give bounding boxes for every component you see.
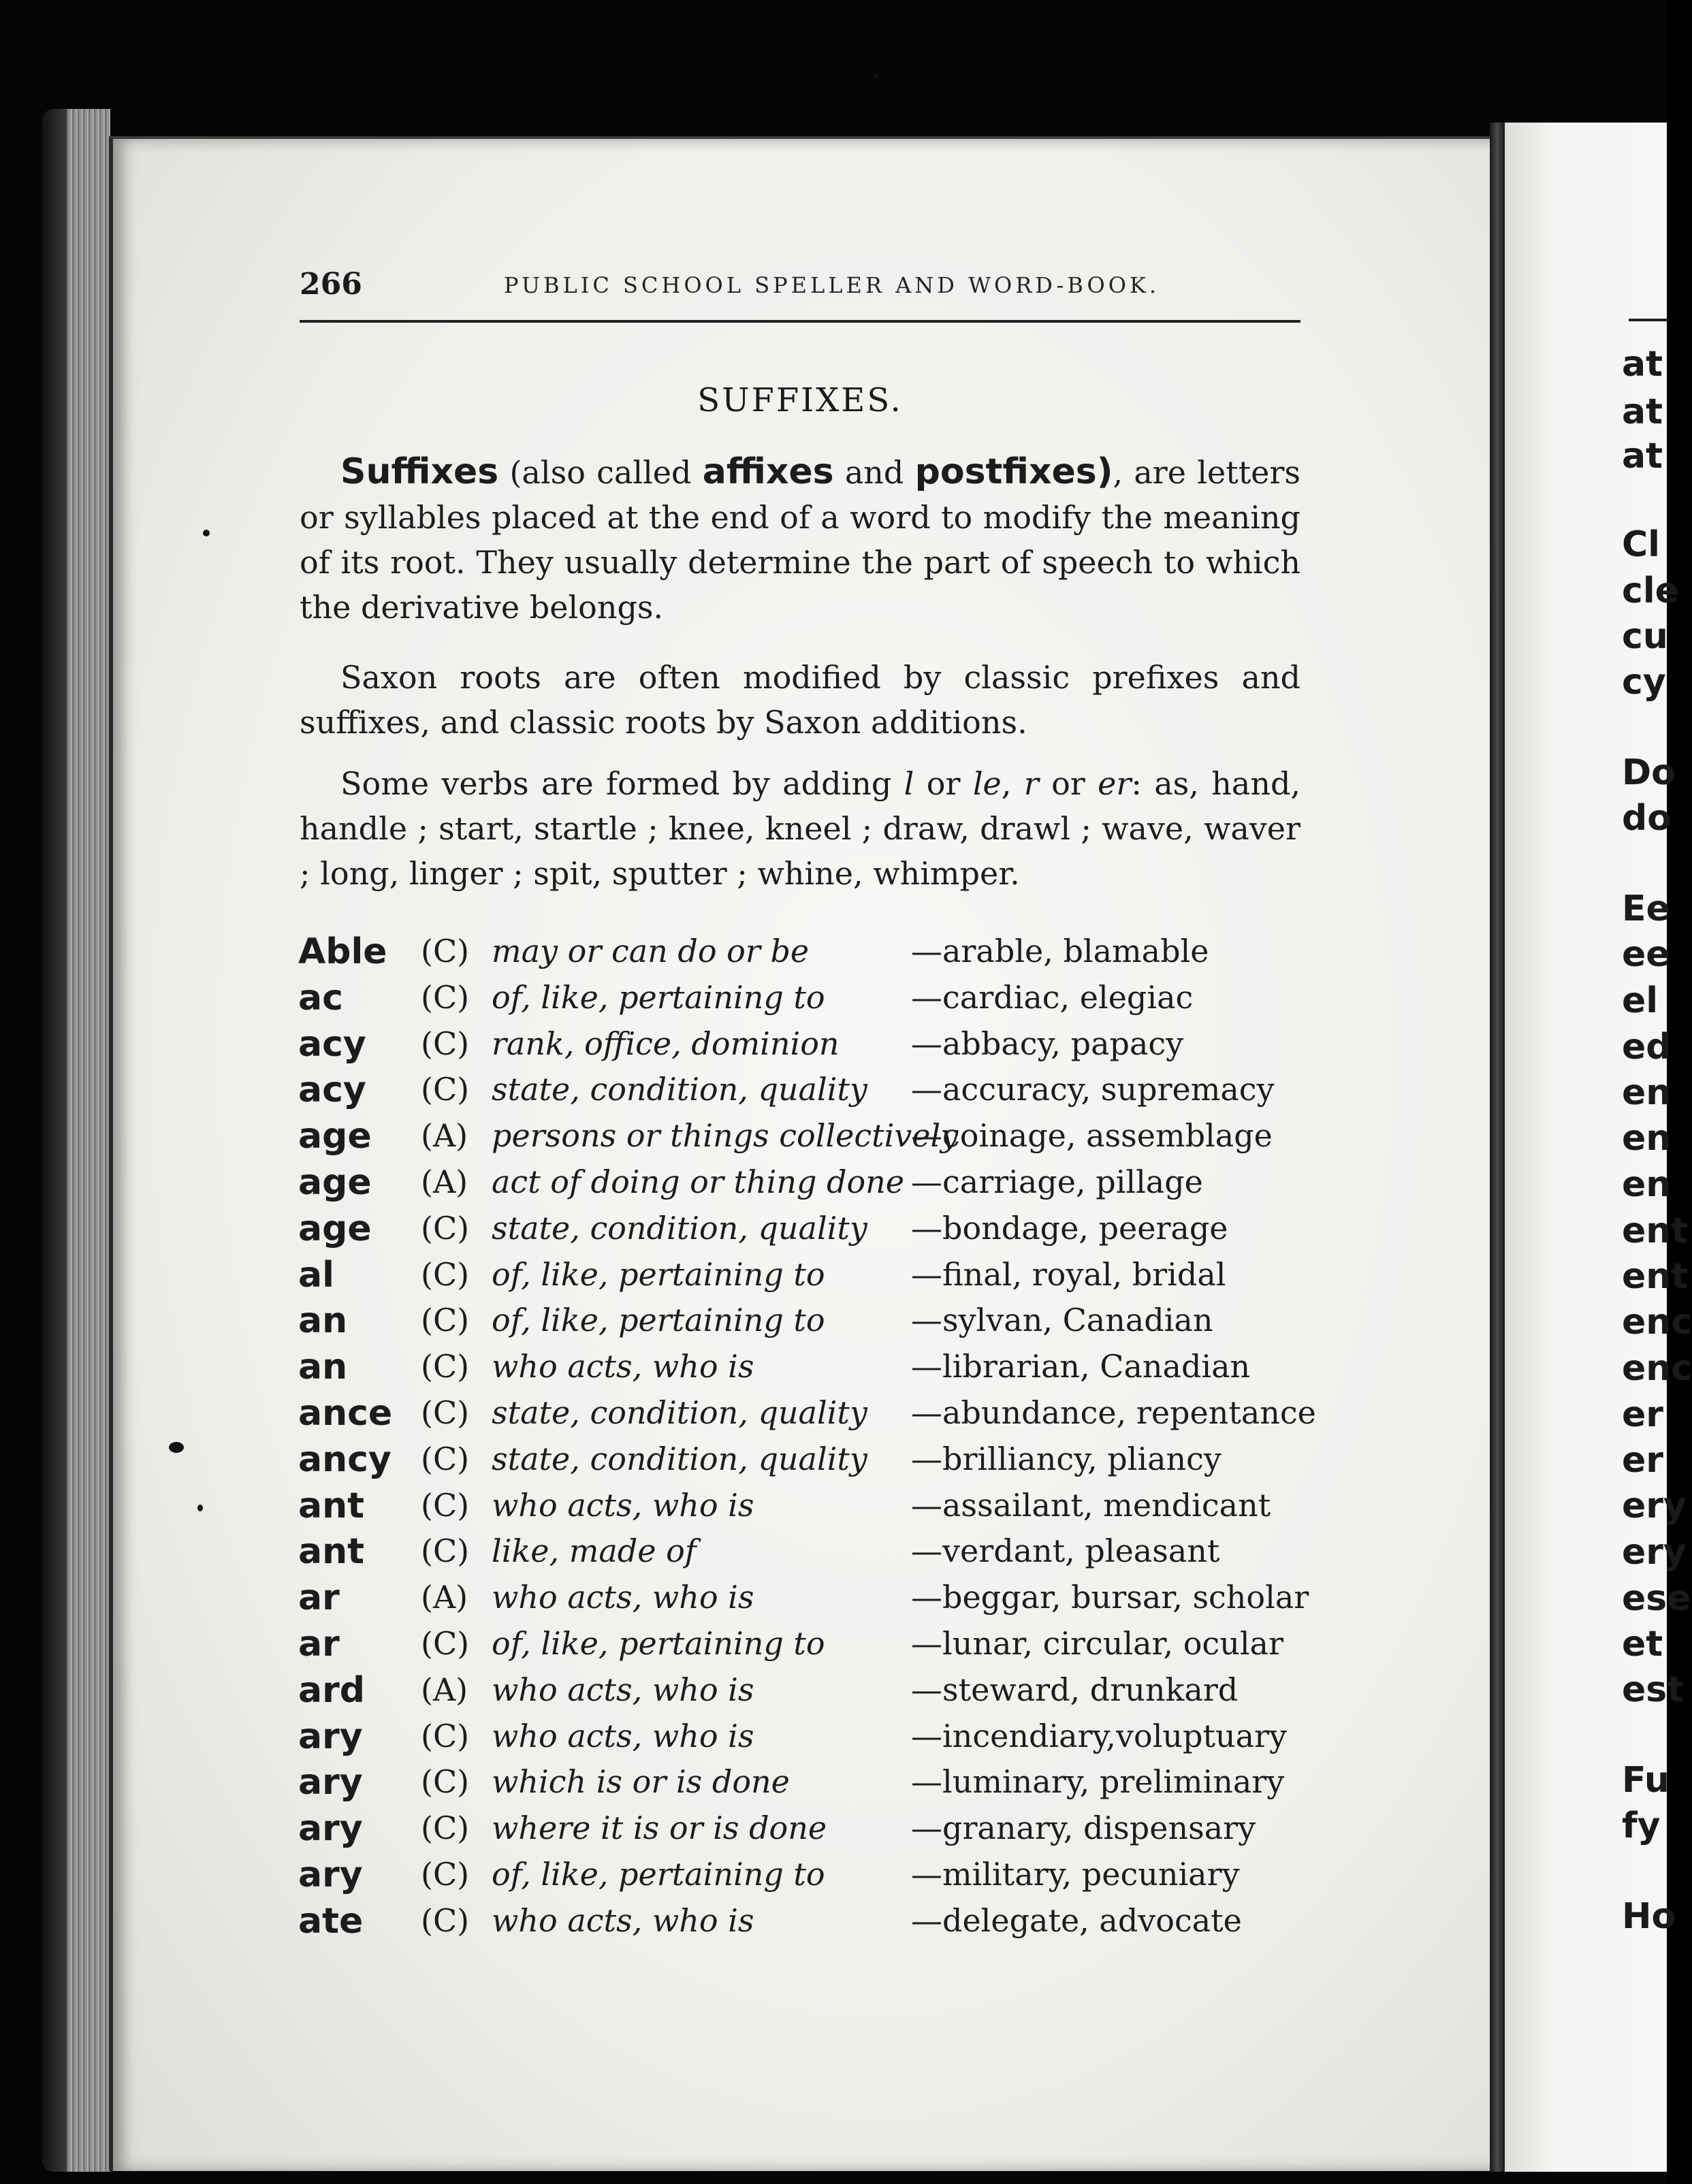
suffix-examples: —military, pecuniary — [911, 1855, 1240, 1893]
suffix-examples: —carriage, pillage — [911, 1163, 1203, 1200]
suffix-meaning: of, like, pertaining to — [492, 1624, 825, 1662]
suffix-origin: (C) — [421, 1394, 470, 1431]
suffix-row — [298, 1116, 1306, 1162]
suffix-meaning: who acts, who is — [492, 1671, 754, 1708]
suffix-row — [298, 1255, 1306, 1301]
suffix-examples: —abundance, repentance — [911, 1394, 1316, 1431]
suffix-origin: (C) — [421, 1532, 470, 1570]
suffix-origin: (C) — [421, 933, 470, 969]
suffix-examples: —luminary, preliminary — [911, 1763, 1285, 1801]
suffix-meaning: persons or things collectively — [492, 1117, 959, 1155]
suffix-examples: —arable, blamable — [911, 933, 1209, 969]
suffix-meaning: state, condition, quality — [492, 1209, 867, 1247]
suffix-term: ant — [298, 1485, 364, 1526]
suffix-origin: (C) — [421, 1440, 470, 1477]
right-page-fragment: Ee — [1622, 888, 1670, 929]
suffix-origin: (A) — [421, 1117, 468, 1155]
suffix-origin: (A) — [421, 1579, 468, 1616]
suffix-meaning: who acts, who is — [492, 1717, 754, 1754]
suffix-examples: —final, royal, bridal — [911, 1255, 1226, 1293]
right-page-fragment: et — [1622, 1624, 1663, 1665]
suffix-table — [298, 931, 1316, 1947]
suffix-examples: —sylvan, Canadian — [911, 1302, 1213, 1339]
suffix-term: ancy — [298, 1439, 392, 1480]
suffix-examples: —assailant, mendicant — [911, 1486, 1271, 1524]
suffix-row — [298, 1716, 1306, 1763]
suffix-row — [298, 978, 1306, 1024]
right-page-fragment: en — [1622, 1072, 1672, 1113]
suffix-term: ary — [298, 1808, 363, 1850]
suffix-examples: —verdant, pleasant — [911, 1532, 1220, 1570]
suffix-origin: (C) — [421, 1302, 470, 1339]
suffix-term: ary — [298, 1762, 363, 1803]
suffix-term: an — [298, 1347, 348, 1388]
right-page-fragment: est — [1622, 1669, 1685, 1710]
right-page-fragment: ese — [1622, 1578, 1691, 1619]
suffix-examples: —accuracy, supremacy — [911, 1071, 1275, 1108]
suffix-meaning: who acts, who is — [492, 1579, 754, 1616]
suffix-origin: (C) — [421, 1855, 470, 1893]
suffix-meaning: state, condition, quality — [492, 1071, 867, 1108]
suffix-examples: —abbacy, papacy — [911, 1025, 1184, 1062]
suffix-meaning: of, like, pertaining to — [492, 978, 825, 1016]
suffix-origin: (C) — [421, 1624, 470, 1662]
header-rule — [300, 320, 1300, 323]
suffix-meaning: who acts, who is — [492, 1486, 754, 1524]
suffix-meaning: state, condition, quality — [492, 1394, 867, 1431]
book-title: PUBLIC SCHOOL SPELLER AND WORD-BOOK. — [504, 272, 1160, 298]
ink-speck — [197, 1505, 203, 1511]
right-page-fragment: Cl — [1622, 524, 1660, 565]
right-page-fragment: er — [1622, 1440, 1663, 1481]
suffix-examples: —coinage, assemblage — [911, 1117, 1273, 1155]
suffix-origin: (C) — [421, 1025, 470, 1062]
suffix-term: acy — [298, 1070, 366, 1111]
suffix-origin: (C) — [421, 1717, 470, 1754]
suffix-examples: —cardiac, elegiac — [911, 978, 1194, 1016]
suffix-row — [298, 1486, 1306, 1532]
suffix-row — [298, 931, 1306, 978]
suffix-origin: (A) — [421, 1671, 468, 1708]
suffix-examples: —bondage, peerage — [911, 1209, 1228, 1247]
right-page-fragment: ee — [1622, 934, 1670, 975]
suffix-row — [298, 1808, 1306, 1854]
suffix-term: ary — [298, 1854, 363, 1895]
suffix-meaning: of, like, pertaining to — [492, 1855, 825, 1893]
right-page-fragment: en — [1622, 1118, 1672, 1159]
suffix-examples: —steward, drunkard — [911, 1671, 1239, 1708]
suffix-examples: —incendiary,voluptuary — [911, 1717, 1287, 1754]
right-page-fragment: cle — [1622, 571, 1679, 611]
suffix-term: acy — [298, 1023, 366, 1065]
suffix-row — [298, 1439, 1306, 1486]
suffix-origin: (C) — [421, 1255, 470, 1293]
book-spine — [42, 109, 67, 2172]
suffix-term: Able — [298, 931, 387, 972]
suffix-row — [298, 1162, 1306, 1208]
right-page-text-fragments — [1622, 0, 1692, 2184]
suffix-row — [298, 1624, 1306, 1670]
suffix-origin: (C) — [421, 1209, 470, 1247]
suffix-origin: (A) — [421, 1163, 468, 1200]
right-page-fragment: Do — [1622, 752, 1676, 793]
suffix-examples: —librarian, Canadian — [911, 1348, 1251, 1385]
right-page-fragment: cy — [1622, 662, 1666, 703]
suffix-origin: (C) — [421, 1348, 470, 1385]
suffix-origin: (C) — [421, 1763, 470, 1801]
suffix-row — [298, 1024, 1306, 1070]
suffix-term: age — [298, 1161, 372, 1203]
suffix-term: ance — [298, 1392, 393, 1434]
suffix-row — [298, 1901, 1306, 1947]
suffix-row — [298, 1854, 1306, 1901]
suffix-row — [298, 1300, 1306, 1347]
right-page-fragment: en — [1622, 1164, 1672, 1205]
suffix-meaning: who acts, who is — [492, 1901, 754, 1939]
suffix-examples: —delegate, advocate — [911, 1901, 1242, 1939]
suffix-row — [298, 1670, 1306, 1716]
suffix-term: al — [298, 1254, 334, 1296]
right-page-fragment: Ho — [1622, 1896, 1676, 1937]
suffix-meaning: rank, office, dominion — [492, 1025, 840, 1062]
page-gutter — [1490, 123, 1505, 2172]
suffix-meaning: of, like, pertaining to — [492, 1302, 825, 1339]
term-postfixes: postfixes) — [914, 451, 1113, 492]
right-page-fragment: cu — [1622, 616, 1668, 657]
ink-speck — [203, 530, 210, 536]
term-suffixes: Suffixes — [340, 451, 499, 492]
right-page-fragment: ery — [1622, 1532, 1687, 1573]
verbs-paragraph: Some verbs are formed by adding l or le, r or er: as, hand, handle ; start, startle ; knee, kneel ; draw, drawl ; wave, waver ; long, linger ; spit, sputter ; whine, whimper. — [300, 765, 1301, 892]
term-affixes: affixes — [702, 451, 834, 492]
suffix-term: an — [298, 1300, 348, 1342]
suffix-examples: —granary, dispensary — [911, 1810, 1256, 1847]
right-page-fragment: ent — [1622, 1210, 1689, 1251]
suffix-examples: —brilliancy, pliancy — [911, 1440, 1222, 1477]
suffix-term: ate — [298, 1900, 364, 1942]
suffix-row — [298, 1762, 1306, 1808]
suffix-row — [298, 1208, 1306, 1255]
saxon-paragraph: Saxon roots are often modified by classic prefixes and suffixes, and classic roots by Saxon additions. — [300, 659, 1300, 741]
suffix-meaning: act of doing or thing done — [492, 1163, 904, 1200]
right-page-fragment: at — [1622, 391, 1663, 432]
right-page-fragment: do — [1622, 798, 1672, 839]
ink-speck — [874, 74, 879, 79]
suffix-origin: (C) — [421, 1486, 470, 1524]
suffix-meaning: of, like, pertaining to — [492, 1255, 825, 1293]
suffix-meaning: state, condition, quality — [492, 1440, 867, 1477]
running-header — [300, 267, 1300, 308]
intro-paragraph: Suffixes (also called affixes and postfixes), are letters or syllables placed at the end of a word to modify the meaning of its root. They usually determine the part of speech to which the derivative belongs. — [300, 451, 1301, 626]
right-page-fragment: ery — [1622, 1486, 1687, 1526]
page-number: 266 — [300, 267, 362, 302]
suffix-meaning: who acts, who is — [492, 1348, 754, 1385]
suffix-row — [298, 1347, 1306, 1393]
suffix-origin: (C) — [421, 1071, 470, 1108]
suffix-examples: —beggar, bursar, scholar — [911, 1579, 1309, 1616]
right-page-fragment: el — [1622, 980, 1659, 1021]
suffix-origin: (C) — [421, 978, 470, 1016]
right-page-fragment: Fu — [1622, 1760, 1670, 1801]
right-page-fragment: ent — [1622, 1256, 1689, 1297]
suffix-row — [298, 1070, 1306, 1116]
suffix-origin: (C) — [421, 1810, 470, 1847]
suffix-examples: —lunar, circular, ocular — [911, 1624, 1283, 1662]
suffix-meaning: may or can do or be — [492, 933, 810, 969]
right-page-fragment: ed — [1622, 1027, 1672, 1067]
suffix-meaning: where it is or is done — [492, 1810, 827, 1847]
section-title: SUFFIXES. — [697, 381, 903, 419]
right-page-fragment: at — [1622, 344, 1663, 385]
right-page-fragment: fy — [1622, 1805, 1661, 1846]
suffix-row — [298, 1392, 1316, 1439]
suffix-meaning: like, made of — [492, 1532, 697, 1570]
suffix-term: ac — [298, 977, 343, 1018]
right-page-fragment: at — [1622, 436, 1663, 477]
right-page-fragment: enc — [1622, 1348, 1692, 1389]
suffix-term: age — [298, 1116, 372, 1157]
suffix-meaning: which is or is done — [492, 1763, 790, 1801]
suffix-term: ar — [298, 1623, 340, 1665]
right-page-fragment: enc — [1622, 1302, 1692, 1343]
suffix-row — [298, 1577, 1309, 1624]
suffix-term: ard — [298, 1669, 365, 1711]
suffix-term: ant — [298, 1531, 364, 1573]
suffix-origin: (C) — [421, 1901, 470, 1939]
right-page-fragment: er — [1622, 1394, 1663, 1435]
suffix-row — [298, 1531, 1306, 1577]
ink-speck — [169, 1442, 184, 1453]
suffix-term: ary — [298, 1716, 363, 1757]
suffix-term: age — [298, 1208, 372, 1249]
suffix-term: ar — [298, 1577, 340, 1619]
